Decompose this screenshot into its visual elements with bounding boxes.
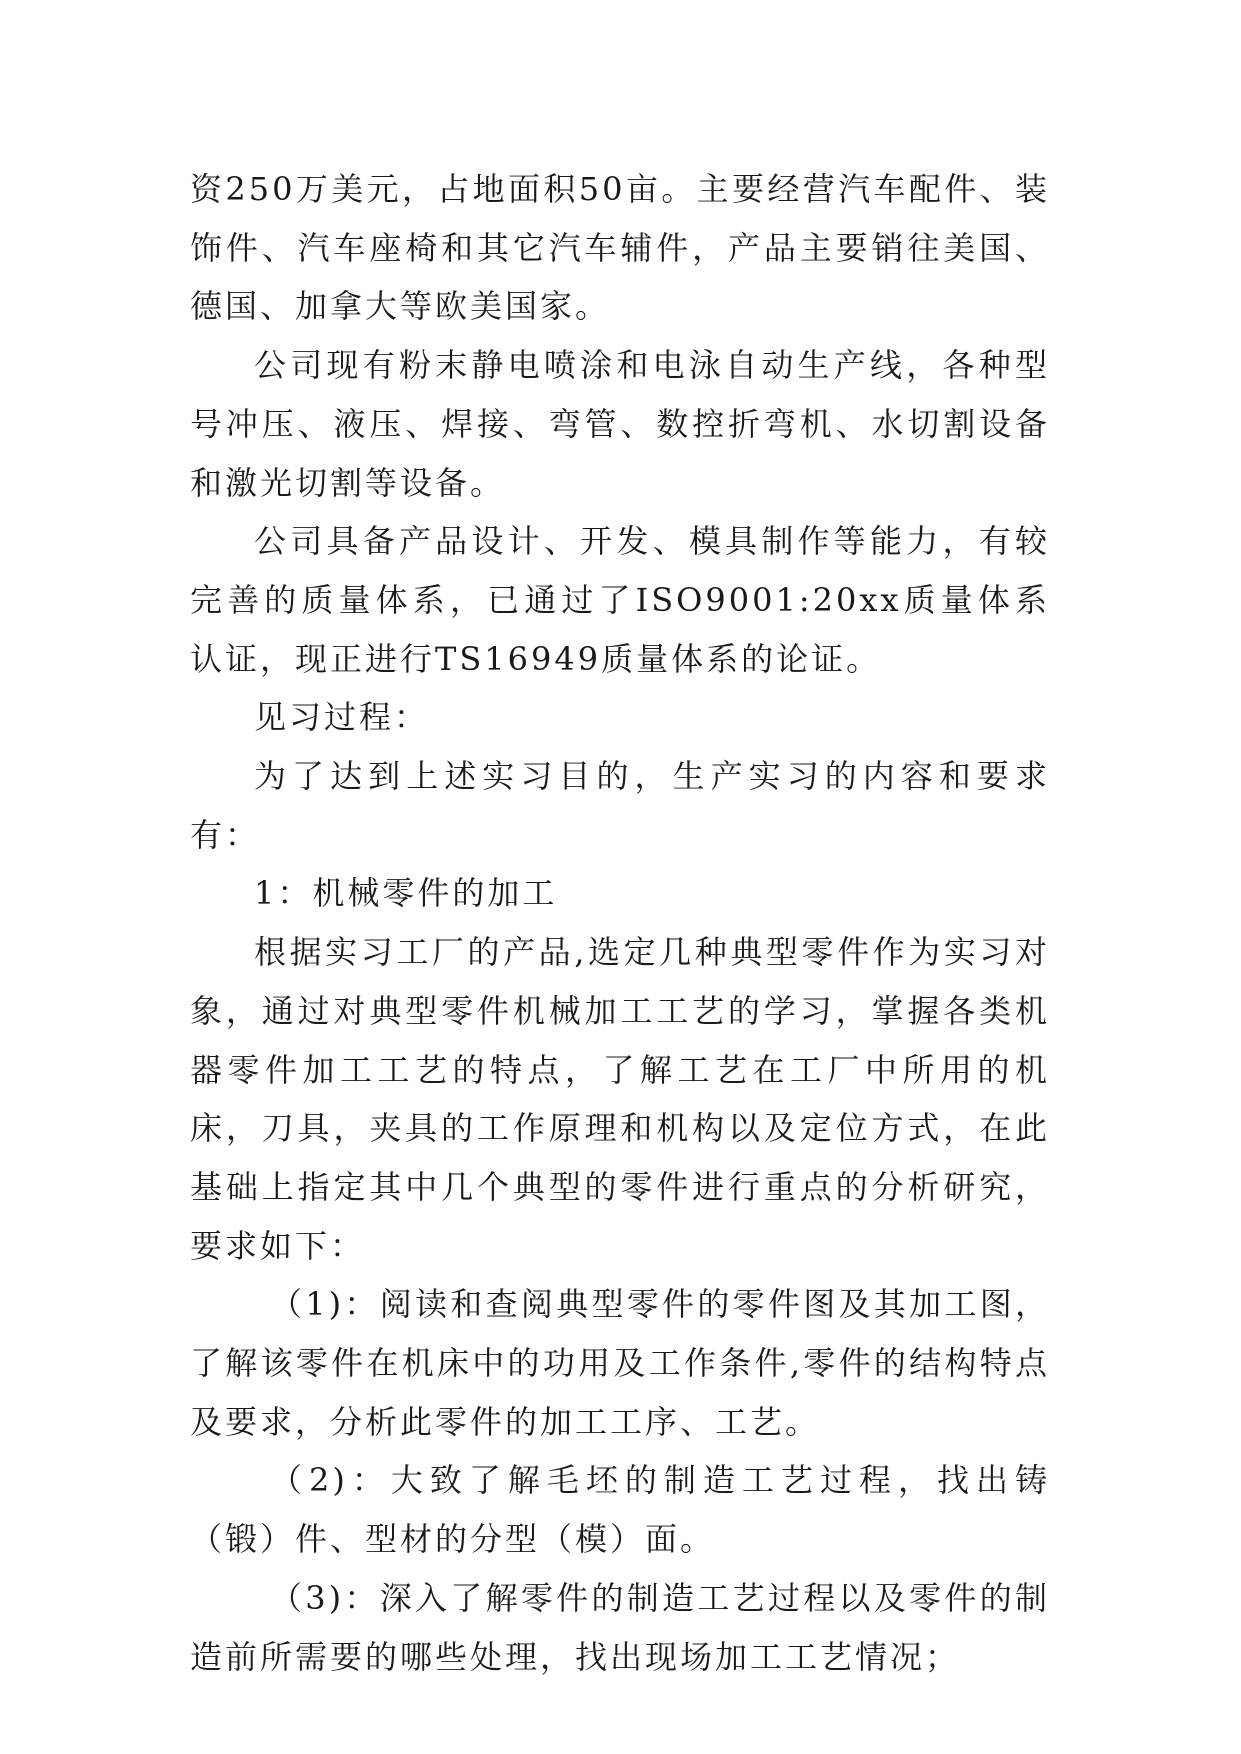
paragraph-purpose: 为了达到上述实习目的，生产实习的内容和要求有： [190, 757, 1050, 854]
list-item-3: （3)：深入了解零件的制造工艺过程以及零件的制造前所需要的哪些处理，找出现场加工工艺情况； [190, 1578, 1050, 1676]
paragraph-machining-description: 根据实习工厂的产品,选定几种典型零件作为实习对象，通过对典型零件机械加工工艺的学习，掌握各类机器零件加工工艺的特点，了解工艺在工厂中所用的机床，刀具，夹具的工作原理和机构以及定位方式，在此基础上指定其中几个典型的零件进行重点的分析研究，要求如下： [190, 933, 1050, 1265]
section-heading-internship-process: 见习过程： [254, 698, 430, 737]
document-page [190, 160, 1050, 1686]
paragraph-company-intro-continued: 资250万美元，占地面积50亩。主要经营汽车配件、装饰件、汽车座椅和其它汽车辅件，产品主要销往美国、德国、加拿大等欧美国家。 [190, 170, 1050, 326]
subheading-machining-parts: 1：机械零件的加工 [254, 874, 558, 913]
paragraph-quality-system: 公司具备产品设计、开发、模具制作等能力，有较完善的质量体系，已通过了ISO9001:20xx质量体系认证，现正进行TS16949质量体系的论证。 [190, 522, 1050, 678]
list-item-1: （1)：阅读和查阅典型零件的零件图及其加工图，了解该零件在机床中的功用及工作条件,零件的结构特点及要求，分析此零件的加工工序、工艺。 [190, 1285, 1050, 1441]
list-item-2: （2)：大致了解毛坯的制造工艺过程，找出铸（锻）件、型材的分型（模）面。 [190, 1461, 1050, 1559]
paragraph-equipment: 公司现有粉末静电喷涂和电泳自动生产线，各种型号冲压、液压、焊接、弯管、数控折弯机、水切割设备和激光切割等设备。 [190, 346, 1050, 502]
